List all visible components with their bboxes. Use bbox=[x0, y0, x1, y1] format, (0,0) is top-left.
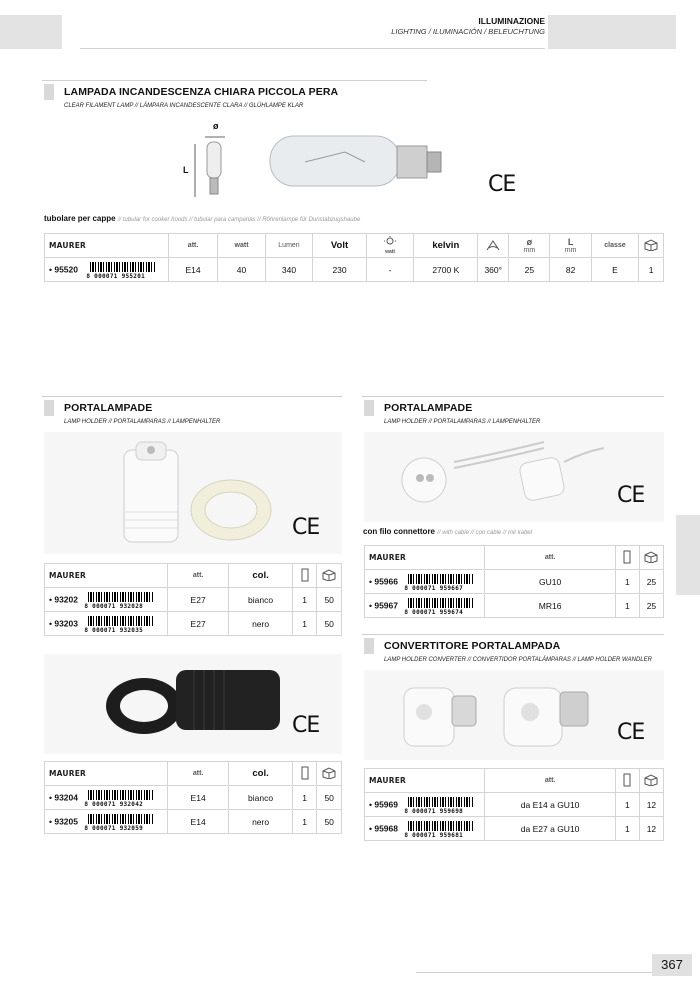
cell-q1: 1 bbox=[615, 817, 639, 841]
header-col: col. bbox=[229, 762, 292, 786]
section4-divider bbox=[362, 634, 664, 635]
section2-divider bbox=[42, 396, 342, 397]
lamp-holder-cable-icon bbox=[364, 432, 664, 522]
cell-kelvin: 2700 K bbox=[414, 258, 478, 282]
section3-note-text: con filo connettore bbox=[363, 527, 435, 536]
cell-q1: 1 bbox=[615, 570, 639, 594]
barcode bbox=[404, 574, 474, 590]
header-att: att. bbox=[167, 564, 228, 588]
cell-length: 82 bbox=[550, 258, 591, 282]
ce-mark-5: CE bbox=[617, 720, 645, 745]
cell-att: E14 bbox=[167, 810, 228, 834]
section1-note-translations: // tubular for cooker hoods // tubular para campanas // Röhrenlampe für Dunstabzugshaube bbox=[117, 217, 361, 223]
cell-col: nero bbox=[229, 810, 292, 834]
unit-box-icon bbox=[623, 773, 631, 787]
section3-note-translations: // with cable // con cable // mit kabel bbox=[437, 530, 532, 536]
product-code: • 95967 bbox=[369, 599, 398, 610]
header-watt: watt bbox=[218, 234, 265, 258]
table-row bbox=[365, 594, 664, 618]
section1-subtitle: CLEAR FILAMENT LAMP // LÁMPARA INCANDESCENTE CLARA // GLÜHLAMPE KLAR bbox=[64, 103, 304, 109]
barcode-number: 8 000071 932042 bbox=[84, 800, 144, 808]
cell-q2: 25 bbox=[639, 570, 663, 594]
ce-mark-1: CE bbox=[488, 172, 516, 197]
barcode-number: 8 000071 932059 bbox=[84, 824, 144, 832]
maurer-logo: MAURER bbox=[49, 241, 87, 250]
lamp-holder-cable-photo bbox=[364, 432, 664, 522]
product-code: • 95968 bbox=[369, 822, 398, 833]
table-header-row bbox=[365, 546, 664, 570]
cell-att: GU10 bbox=[485, 570, 615, 594]
section1-table bbox=[44, 233, 664, 282]
header-col: col. bbox=[229, 564, 292, 588]
cell-q2: 25 bbox=[639, 594, 663, 618]
table-row bbox=[45, 810, 342, 834]
cell-q1: 1 bbox=[292, 786, 317, 810]
side-tab bbox=[676, 515, 700, 595]
product-code: • 93205 bbox=[49, 815, 78, 826]
barcode-number: 8 000071 959674 bbox=[404, 608, 464, 616]
barcode bbox=[404, 598, 474, 614]
cell-classe: E bbox=[591, 258, 638, 282]
header-right-block bbox=[548, 15, 676, 49]
section2-table1 bbox=[44, 563, 342, 636]
section3-divider bbox=[362, 396, 664, 397]
section4-marker bbox=[364, 638, 374, 654]
package-icon bbox=[321, 767, 337, 779]
cell-lumen: 340 bbox=[265, 258, 312, 282]
section2-subtitle: LAMP HOLDER // PORTALAMPARAS // LAMPENHALTER bbox=[64, 419, 221, 425]
cell-diameter: 25 bbox=[509, 258, 550, 282]
header-att: att. bbox=[485, 769, 615, 793]
header-left-block bbox=[0, 15, 62, 49]
table-row bbox=[45, 258, 664, 282]
header-kelvin: kelvin bbox=[414, 234, 478, 258]
barcode bbox=[84, 616, 154, 632]
header-lumen: Lumen bbox=[265, 234, 312, 258]
table-header-row bbox=[45, 234, 664, 258]
header-att: att. bbox=[168, 234, 218, 258]
product-code: • 93202 bbox=[49, 593, 78, 604]
maurer-logo: MAURER bbox=[49, 769, 87, 778]
cell-q2: 50 bbox=[317, 810, 342, 834]
cell-q2: 50 bbox=[317, 612, 342, 636]
maurer-logo: MAURER bbox=[369, 776, 407, 785]
section3-table bbox=[364, 545, 664, 618]
product-code: • 93203 bbox=[49, 617, 78, 628]
section3-subtitle: LAMP HOLDER // PORTALAMPARAS // LAMPENHALTER bbox=[384, 419, 541, 425]
section2-marker bbox=[44, 400, 54, 416]
header-diameter-unit: mm bbox=[523, 247, 536, 254]
header-divider bbox=[80, 48, 545, 49]
header-volt: Volt bbox=[313, 234, 367, 258]
package-icon bbox=[643, 239, 659, 251]
cell-q1: 1 bbox=[292, 612, 317, 636]
barcode-number: 8 000071 959681 bbox=[404, 831, 464, 839]
section3-note bbox=[363, 527, 532, 536]
table-header-row bbox=[45, 762, 342, 786]
category-title: ILLUMINAZIONE bbox=[478, 16, 545, 26]
ce-mark-4: CE bbox=[617, 483, 645, 508]
cell-att: E14 bbox=[168, 258, 218, 282]
cell-att: da E14 a GU10 bbox=[485, 793, 615, 817]
cell-att: E27 bbox=[167, 612, 228, 636]
cell-watt-symbol: - bbox=[366, 258, 413, 282]
header-att: att. bbox=[167, 762, 228, 786]
cell-q2: 50 bbox=[317, 588, 342, 612]
header-watt-symbol: watt bbox=[385, 249, 396, 255]
cell-watt: 40 bbox=[218, 258, 265, 282]
cell-angle: 360° bbox=[478, 258, 509, 282]
section4-table bbox=[364, 768, 664, 841]
product-code: • 93204 bbox=[49, 791, 78, 802]
cell-q1: 1 bbox=[615, 793, 639, 817]
table-header-row bbox=[365, 769, 664, 793]
converter-icon bbox=[364, 670, 664, 760]
converter-photo bbox=[364, 670, 664, 760]
ce-mark-2: CE bbox=[292, 515, 320, 540]
barcode bbox=[84, 592, 154, 608]
product-code: • 95520 bbox=[49, 263, 78, 274]
section1-title: LAMPADA INCANDESCENZA CHIARA PICCOLA PERA bbox=[64, 86, 339, 98]
section1-marker bbox=[44, 84, 54, 100]
barcode-number: 8 000071 932028 bbox=[84, 602, 144, 610]
section3-title: PORTALAMPADE bbox=[384, 402, 473, 414]
header-diameter: ø bbox=[526, 237, 533, 247]
cell-att: E14 bbox=[167, 786, 228, 810]
cell-pack: 1 bbox=[639, 258, 664, 282]
lamp-holder-black-icon bbox=[44, 654, 342, 754]
table-row bbox=[365, 570, 664, 594]
section2-table2 bbox=[44, 761, 342, 834]
bulb-icon bbox=[175, 122, 530, 210]
dimension-length-label: L bbox=[183, 165, 189, 175]
cell-att: da E27 a GU10 bbox=[485, 817, 615, 841]
barcode bbox=[84, 790, 154, 806]
maurer-logo: MAURER bbox=[49, 571, 87, 580]
cell-q1: 1 bbox=[292, 588, 317, 612]
page-number: 367 bbox=[652, 954, 692, 976]
table-row bbox=[365, 793, 664, 817]
cell-q1: 1 bbox=[292, 810, 317, 834]
package-icon bbox=[321, 569, 337, 581]
cell-q2: 12 bbox=[639, 793, 663, 817]
barcode-number: 8 000071 932035 bbox=[84, 626, 144, 634]
table-row bbox=[45, 612, 342, 636]
section4-title: CONVERTITORE PORTALAMPADA bbox=[384, 640, 561, 652]
header-length: L bbox=[567, 237, 574, 247]
cell-col: bianco bbox=[229, 786, 292, 810]
maurer-logo: MAURER bbox=[369, 553, 407, 562]
section1-note bbox=[44, 214, 360, 223]
bulb-watt-icon bbox=[383, 236, 397, 246]
table-row bbox=[365, 817, 664, 841]
footer-divider bbox=[416, 972, 656, 973]
unit-box-icon bbox=[301, 568, 309, 582]
table-row bbox=[45, 786, 342, 810]
table-header-row bbox=[45, 564, 342, 588]
section2-title: PORTALAMPADE bbox=[64, 402, 153, 414]
unit-box-icon bbox=[623, 550, 631, 564]
product-code: • 95969 bbox=[369, 798, 398, 809]
header-att: att. bbox=[485, 546, 615, 570]
cell-q1: 1 bbox=[615, 594, 639, 618]
barcode-number: 8 000071 959667 bbox=[404, 584, 464, 592]
cell-col: bianco bbox=[229, 588, 292, 612]
barcode bbox=[84, 814, 154, 830]
cell-col: nero bbox=[229, 612, 292, 636]
ce-mark-3: CE bbox=[292, 713, 320, 738]
barcode bbox=[404, 821, 474, 837]
lamp-holder-black-photo bbox=[44, 654, 342, 754]
header-length-unit: mm bbox=[564, 247, 577, 254]
package-icon bbox=[643, 774, 659, 786]
category-subtitle: LIGHTING / ILUMINACIÓN / BELEUCHTUNG bbox=[391, 27, 545, 36]
cell-att: E27 bbox=[167, 588, 228, 612]
package-icon bbox=[643, 551, 659, 563]
cell-q2: 12 bbox=[639, 817, 663, 841]
section1-divider bbox=[42, 80, 427, 81]
dimension-diameter-label: ø bbox=[213, 121, 219, 131]
beam-angle-icon bbox=[485, 239, 501, 251]
header-classe: classe bbox=[591, 234, 638, 258]
product-code: • 95966 bbox=[369, 575, 398, 586]
barcode bbox=[86, 262, 156, 278]
section4-subtitle: LAMP HOLDER CONVERTER // CONVERTIDOR PORTALÁMPARAS // LAMP HOLDER WANDLER bbox=[384, 657, 652, 663]
cell-q2: 50 bbox=[317, 786, 342, 810]
unit-box-icon bbox=[301, 766, 309, 780]
cell-att: MR16 bbox=[485, 594, 615, 618]
barcode bbox=[404, 797, 474, 813]
bulb-illustration bbox=[175, 122, 530, 210]
section3-marker bbox=[364, 400, 374, 416]
barcode-number: 8 000071 959698 bbox=[404, 807, 464, 815]
table-row bbox=[45, 588, 342, 612]
cell-volt: 230 bbox=[313, 258, 367, 282]
barcode-number: 8 000071 955201 bbox=[86, 272, 146, 280]
section1-note-text: tubolare per cappe bbox=[44, 214, 116, 223]
